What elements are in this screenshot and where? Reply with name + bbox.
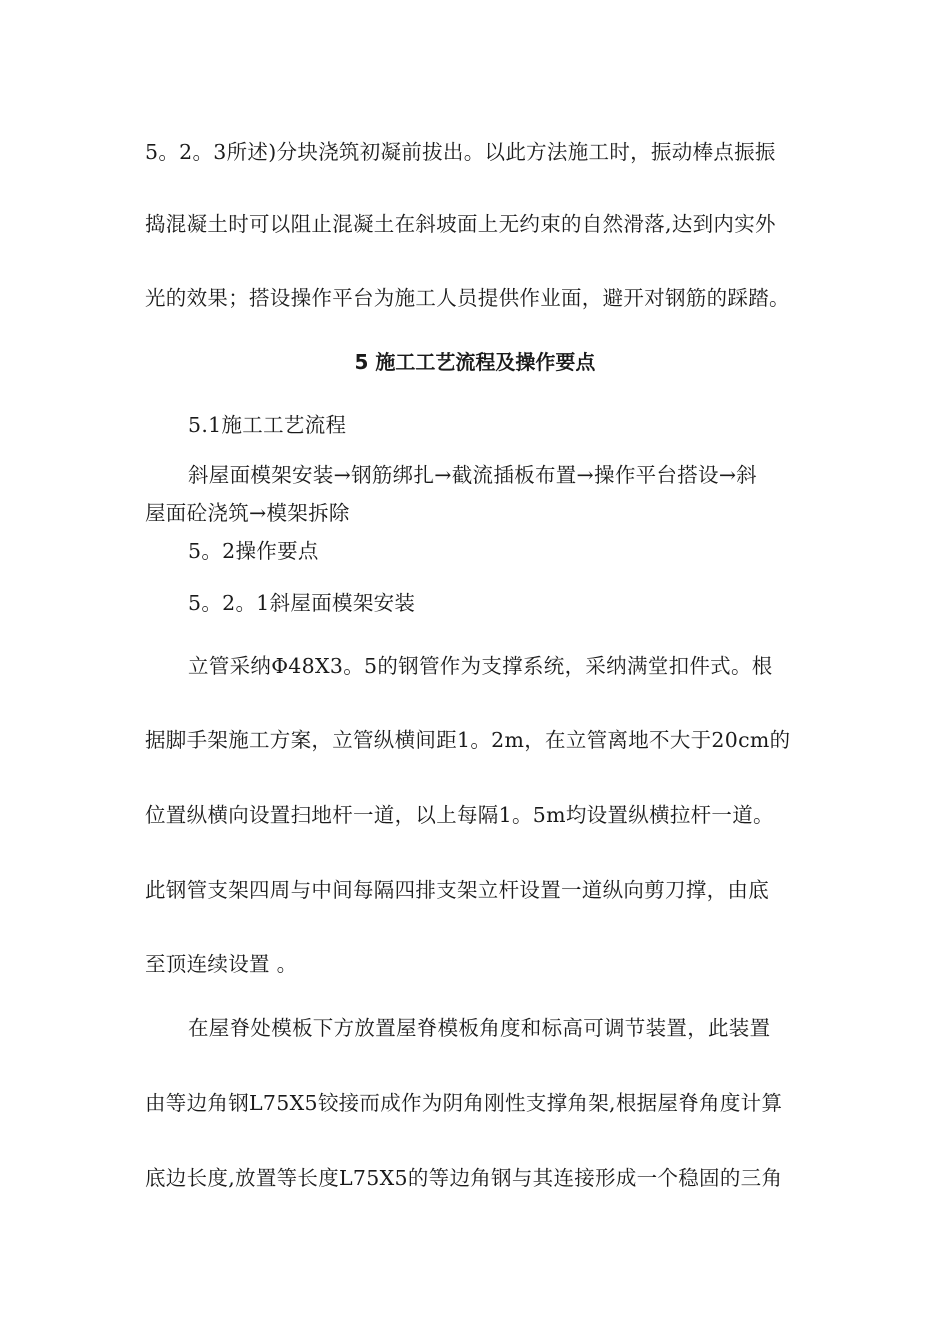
section-heading: 5 施工工艺流程及操作要点 xyxy=(354,350,596,374)
paragraph-line: 此钢管支架四周与中间每隔四排支架立杆设置一道纵向剪刀撑，由底 xyxy=(145,878,769,902)
paragraph-line: 在屋脊处模板下方放置屋脊模板角度和标高可调节装置，此装置 xyxy=(188,1016,771,1040)
paragraph-line: 斜屋面模架安装→钢筋绑扎→截流插板布置→操作平台搭设→斜 xyxy=(188,463,758,487)
paragraph-line: 5。2。3所述)分块浇筑初凝前拔出。以此方法施工时，振动棒点振振 xyxy=(145,140,776,164)
paragraph-line: 屋面砼浇筑→模架拆除 xyxy=(145,501,350,525)
paragraph-line: 立管采纳Φ48X3。5的钢管作为支撑系统，采纳满堂扣件式。根 xyxy=(188,654,773,678)
paragraph-line: 捣混凝土时可以阻止混凝土在斜坡面上无约束的自然滑落,达到内实外 xyxy=(145,212,776,236)
paragraph-line: 位置纵横向设置扫地杆一道，以上每隔1。5m均设置纵横拉杆一道。 xyxy=(145,803,774,827)
subsection-heading: 5。2。1斜屋面模架安装 xyxy=(188,591,416,615)
paragraph-line: 光的效果；搭设操作平台为施工人员提供作业面，避开对钢筋的踩踏。 xyxy=(145,286,790,310)
paragraph-line: 据脚手架施工方案，立管纵横间距1。2m，在立管离地不大于20cm的 xyxy=(145,728,791,752)
subsection-heading: 5。2操作要点 xyxy=(188,539,319,563)
subsection-heading: 5.1施工工艺流程 xyxy=(188,413,347,437)
paragraph-line: 底边长度,放置等长度L75X5的等边角钢与其连接形成一个稳固的三角 xyxy=(145,1166,783,1190)
paragraph-line: 由等边角钢L75X5铰接而成作为阴角刚性支撑角架,根据屋脊角度计算 xyxy=(145,1091,783,1115)
paragraph-line: 至顶连续设置 。 xyxy=(145,952,298,976)
